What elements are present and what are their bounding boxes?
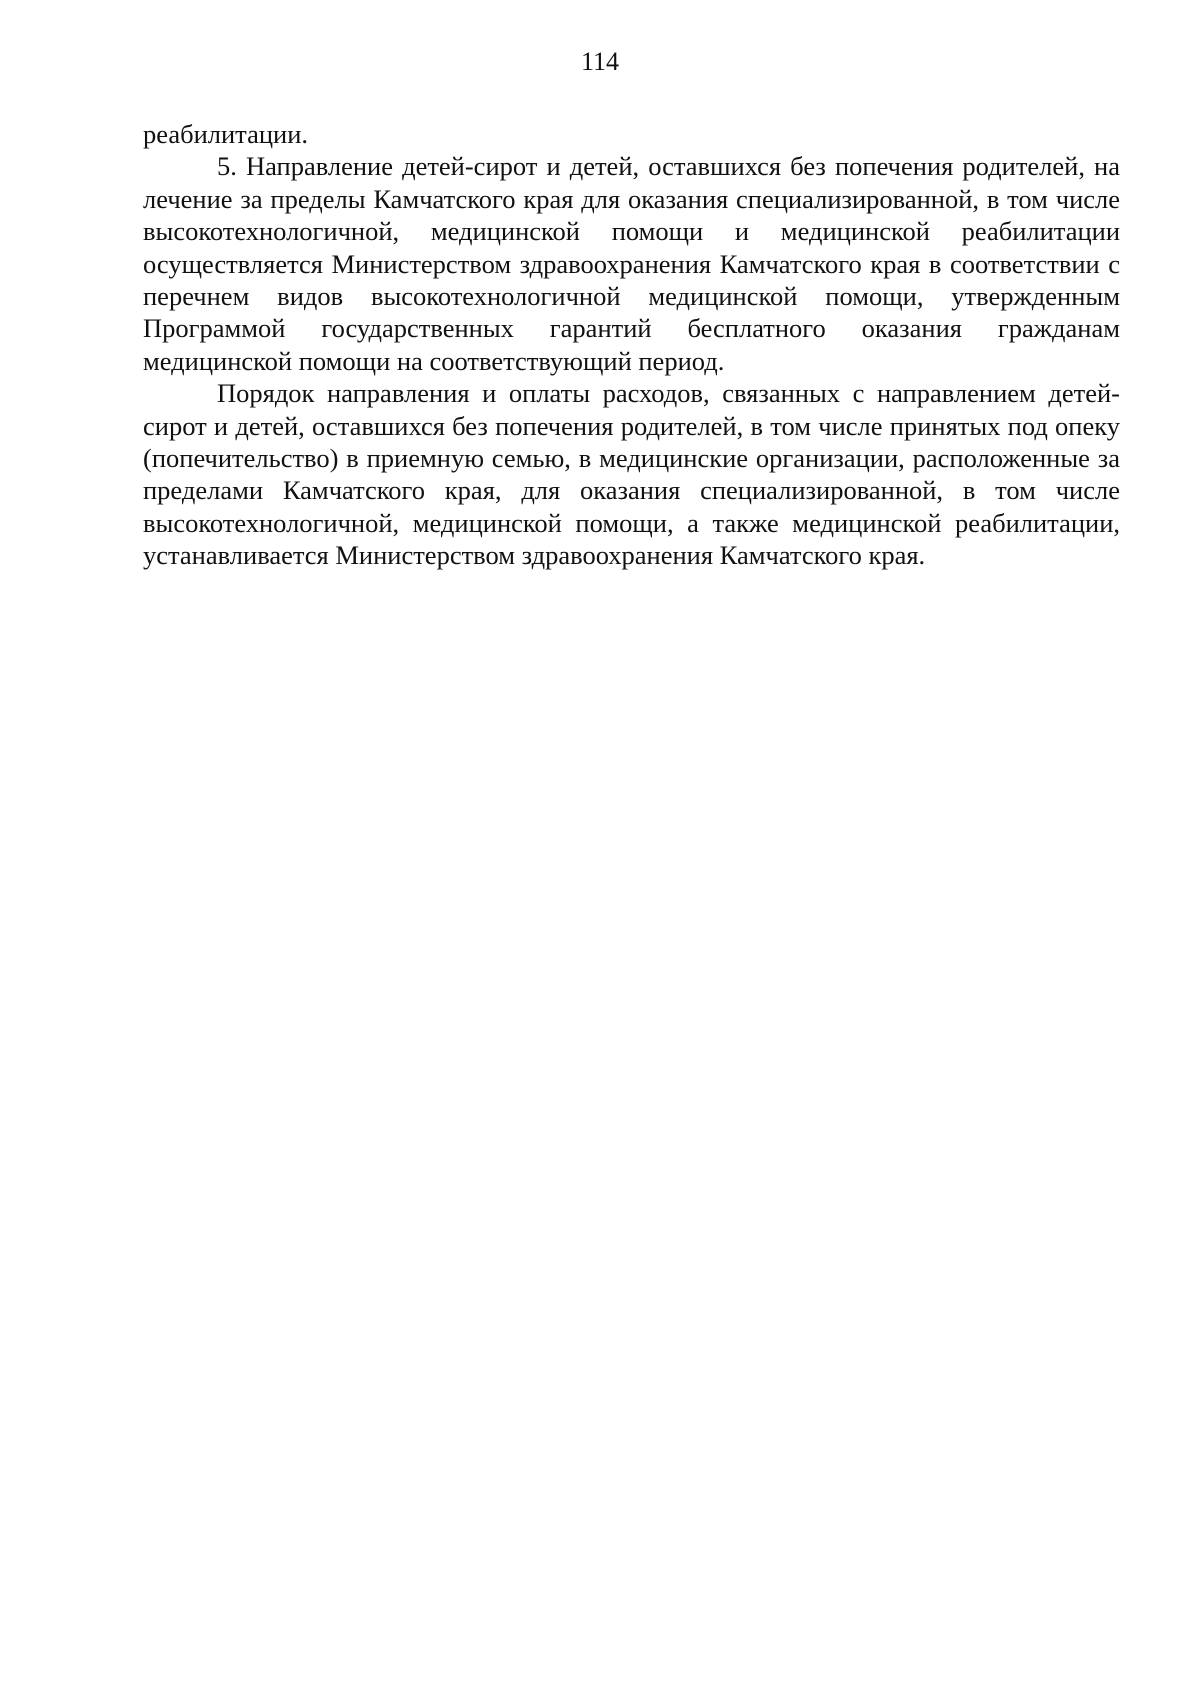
page-number: 114 <box>580 47 620 76</box>
paragraph-item-5: 5. Направление детей-сирот и детей, оставшихся без попечения родителей, на лечение за пределы Камчатского края для оказания специализированной, в том числе высокотехнологичной, медицинской помощи и медицинской реабилитации осуществляется Министерством здравоохранения Камчатского края в соответствии с перечнем видов высокотехнологичной медицинской помощи, утвержденным Программой государственных гарантий бесплатного оказания гражданам медицинской помощи на соответствующий период. <box>143 151 1120 376</box>
paragraph-continuation: реабилитации. <box>143 119 309 149</box>
paragraph-payment-procedure: Порядок направления и оплаты расходов, связанных с направлением детей-сирот и детей, оставшихся без попечения родителей, в том числе принятых под опеку (попечительство) в приемную семью, в медицинские организации, расположенные за пределами Камчатского края, для оказания специализированной, в том числе высокотехнологичной, медицинской помощи, а также медицинской реабилитации, устанавливается Министерством здравоохранения Камчатского края. <box>143 378 1120 571</box>
document-body <box>143 118 1120 572</box>
